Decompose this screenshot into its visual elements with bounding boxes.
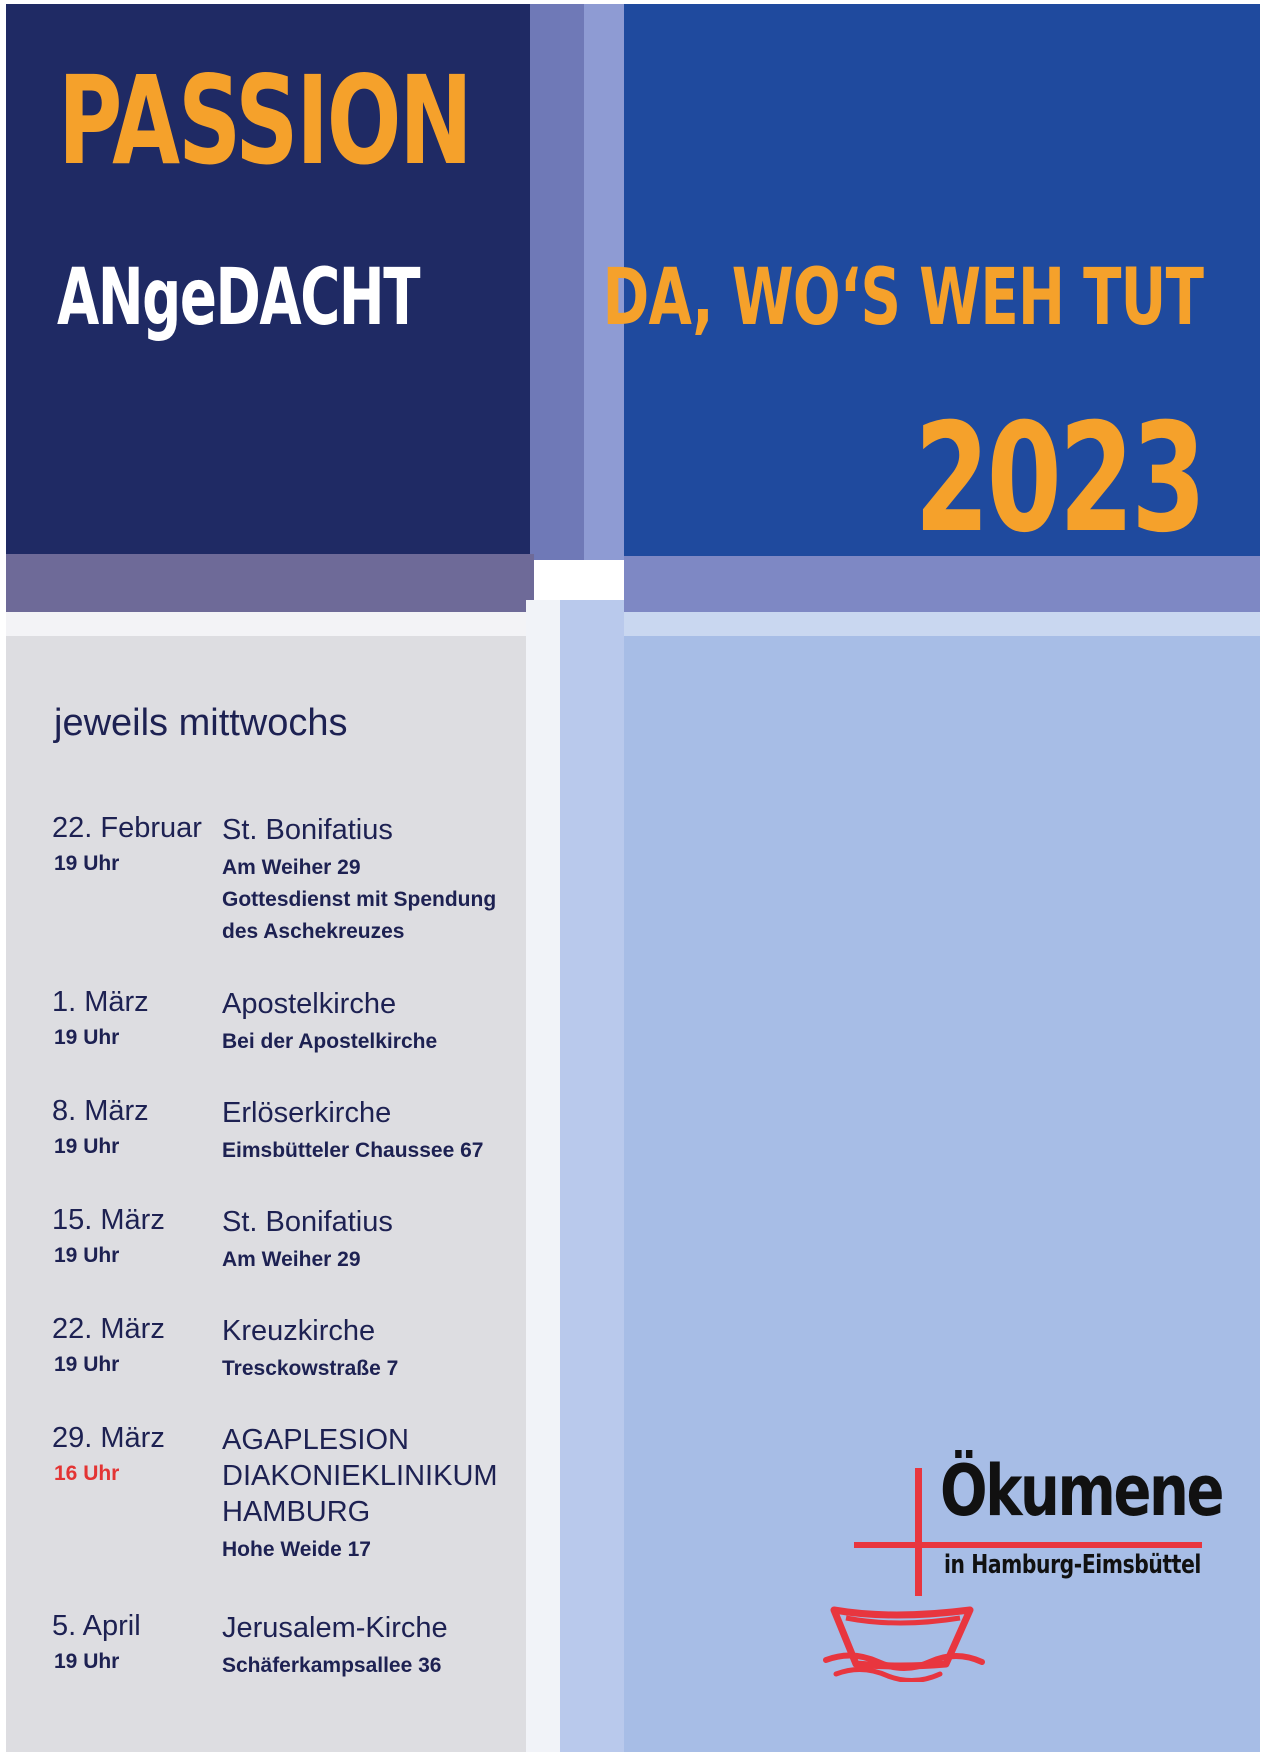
logo-name: Ökumene bbox=[940, 1450, 1223, 1532]
event-place: Erlöserkirche bbox=[222, 1097, 392, 1129]
event-address: Eimsbütteler Chaussee 67 bbox=[222, 1139, 484, 1162]
event-date: 22. März bbox=[52, 1313, 165, 1345]
event-date: 22. Februar bbox=[52, 812, 202, 844]
event-date: 29. März bbox=[52, 1422, 165, 1454]
event-date: 8. März bbox=[52, 1095, 149, 1127]
event-place: St. Bonifatius bbox=[222, 1206, 393, 1238]
event-date: 1. März bbox=[52, 986, 149, 1018]
logo-subtitle: in Hamburg-Eimsbüttel bbox=[944, 1550, 1201, 1580]
event-time: 19 Uhr bbox=[54, 1650, 120, 1673]
oekumene-logo bbox=[822, 1450, 1223, 1682]
event-date: 15. März bbox=[52, 1204, 165, 1236]
event-address: Am Weiher 29 bbox=[222, 1248, 361, 1271]
title: PASSION bbox=[58, 50, 471, 192]
event-address: Tresckowstraße 7 bbox=[222, 1357, 399, 1380]
event-time: 19 Uhr bbox=[54, 852, 120, 875]
event-date: 5. April bbox=[52, 1610, 141, 1642]
schedule-intro: jeweils mittwochs bbox=[54, 702, 348, 744]
vertical-gap bbox=[526, 600, 560, 1752]
subtitle: DA, WO‘S WEH TUT bbox=[602, 253, 1203, 343]
event-address: Am Weiher 29 Gottesdienst mit Spendung des Aschekreuzes bbox=[222, 856, 497, 943]
event-time: 19 Uhr bbox=[54, 1244, 120, 1267]
series-name: ANgeDACHT bbox=[57, 253, 420, 343]
event-place: Apostelkirche bbox=[222, 988, 397, 1020]
event-time: 19 Uhr bbox=[54, 1026, 120, 1049]
event-time: 16 Uhr bbox=[54, 1462, 120, 1485]
event-place: St. Bonifatius bbox=[222, 814, 393, 846]
schedule-panel bbox=[6, 636, 526, 1752]
event-place: Jerusalem-Kirche bbox=[222, 1612, 448, 1644]
event-place: Kreuzkirche bbox=[222, 1315, 376, 1347]
event-time: 19 Uhr bbox=[54, 1135, 120, 1158]
event-place: AGAPLESION DIAKONIEKLINIKUM HAMBURG bbox=[222, 1424, 498, 1528]
light-strip bbox=[560, 600, 624, 1752]
event-address: Bei der Apostelkirche bbox=[222, 1030, 438, 1053]
year: 2023 bbox=[913, 392, 1203, 566]
event-address: Schäferkampsallee 36 bbox=[222, 1654, 442, 1677]
event-address: Hohe Weide 17 bbox=[222, 1538, 371, 1561]
event-time: 19 Uhr bbox=[54, 1353, 120, 1376]
cross-horizontal-stripe-left bbox=[6, 554, 534, 612]
